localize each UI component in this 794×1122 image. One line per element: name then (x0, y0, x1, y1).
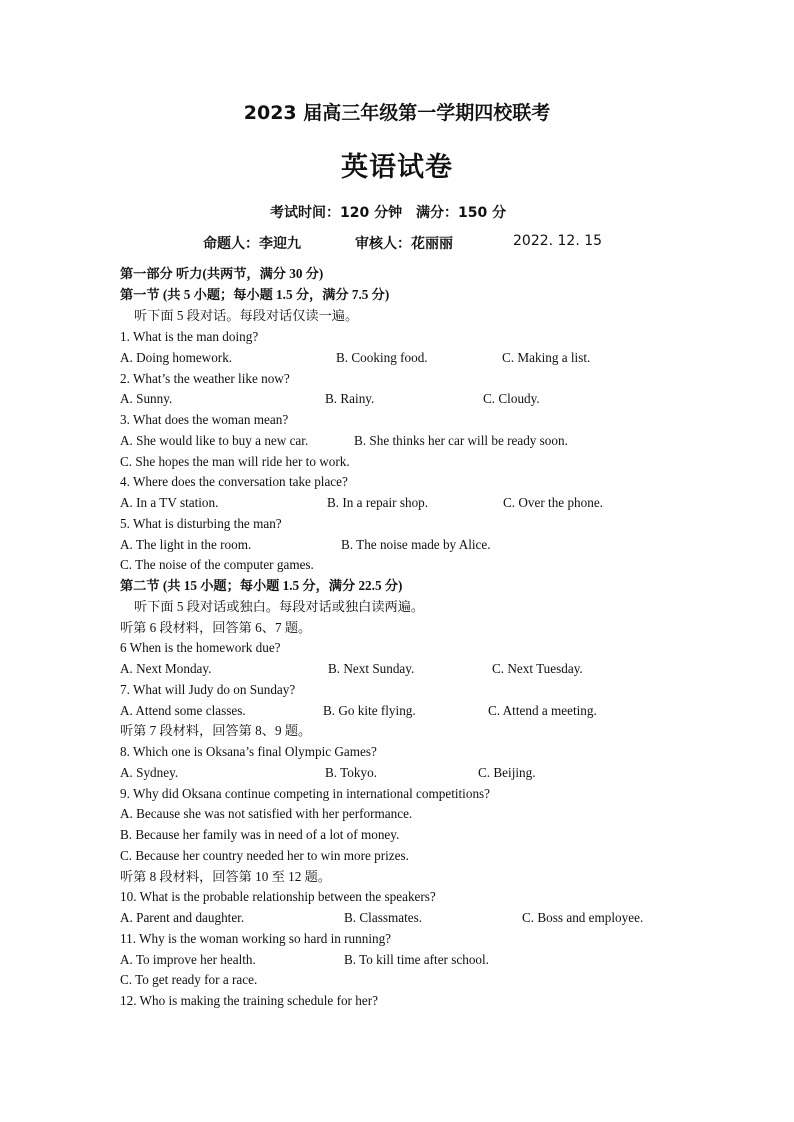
question-text: 10. What is the probable relationship between the speakers? (120, 889, 436, 905)
question-text: 听第 6 段材料，回答第 6、7 题。 (120, 619, 312, 635)
option-c: C. Cloudy. (483, 391, 540, 407)
section1-instruction: 听下面 5 段对话。每段对话仅读一遍。 (134, 308, 359, 323)
question-text: 12. Who is making the training schedule for her? (120, 993, 378, 1008)
option-a: C. She hopes the man will ride her to work. (120, 453, 350, 469)
option-a: A. To improve her health. (120, 951, 256, 967)
option-c: C. Next Tuesday. (492, 661, 583, 676)
option-a: A. Doing homework. (120, 349, 233, 365)
question-text: 8. Which one is Oksana’s final Olympic Games? (120, 744, 377, 759)
exam-title: 2023 届高三年级第一学期四校联考 (243, 102, 551, 124)
option-a: A. Sydney. (120, 764, 179, 780)
option-a: A. Because she was not satisfied with her performance. (120, 806, 413, 822)
option-a: C. Because her country needed her to win more prizes. (120, 847, 409, 863)
option-a: A. The light in the room. (120, 536, 252, 552)
option-c: C. Boss and employee. (522, 910, 644, 925)
question-text: 6 When is the homework due? (120, 640, 281, 656)
question-text: 11. Why is the woman working so hard in running? (120, 930, 392, 946)
question-text: 2. What’s the weather like now? (120, 370, 290, 386)
option-a: A. She would like to buy a new car. (120, 432, 309, 448)
option-c: C. Beijing. (478, 764, 536, 780)
question-text: 听第 7 段材料，回答第 8、9 题。 (120, 723, 312, 739)
option-b: B. In a repair shop. (327, 495, 429, 510)
option-b: B. Rainy. (325, 391, 375, 407)
option-b: B. To kill time after school. (344, 951, 489, 967)
option-b: B. Go kite flying. (323, 702, 416, 718)
section1-title: 第一节 (共 5 小题；每小题 1.5 分，满分 7.5 分) (120, 287, 390, 302)
setter: 命题人：李迎九 (203, 236, 301, 252)
exam-date: 2022. 12. 15 (513, 233, 603, 249)
option-c: C. Over the phone. (503, 495, 603, 510)
section2-title: 第二节 (共 15 小题；每小题 1.5 分，满分 22.5 分) (120, 578, 403, 593)
question-text: 听第 8 段材料，回答第 10 至 12 题。 (120, 868, 331, 884)
option-a: C. The noise of the computer games. (120, 557, 314, 573)
option-a: A. Next Monday. (120, 661, 212, 676)
option-a: A. In a TV station. (120, 495, 219, 510)
option-a: C. To get ready for a race. (120, 972, 258, 988)
option-c: C. Attend a meeting. (488, 702, 597, 718)
option-a: A. Sunny. (120, 391, 173, 407)
option-b: B. She thinks her car will be ready soon. (354, 432, 568, 448)
option-a: A. Attend some classes. (120, 702, 246, 718)
part1-title: 第一部分 听力(共两节，满分 30 分) (120, 266, 324, 281)
question-text: 4. Where does the conversation take place? (120, 474, 348, 490)
question-text: 9. Why did Oksana continue competing in international competitions? (120, 785, 491, 801)
question-text: 7. What will Judy do on Sunday? (120, 681, 296, 697)
question-text: 3. What does the woman mean? (120, 412, 289, 427)
option-b: B. Cooking food. (336, 349, 428, 365)
option-b: B. Next Sunday. (328, 661, 415, 676)
option-a: A. Parent and daughter. (120, 910, 245, 925)
option-a: B. Because her family was in need of a lot of money. (120, 827, 400, 842)
full-score: 满分：150 分 (416, 205, 507, 221)
question-text: 1. What is the man doing? (120, 329, 259, 344)
option-b: B. Tokyo. (325, 764, 377, 780)
option-b: B. Classmates. (344, 910, 423, 925)
option-c: C. Making a list. (502, 349, 591, 365)
reviewer: 审核人：花丽丽 (355, 236, 453, 252)
question-text: 5. What is disturbing the man? (120, 515, 282, 531)
exam-time: 考试时间：120 分钟 (270, 205, 403, 221)
subject-title: 英语试卷 (341, 152, 453, 183)
section2-instruction: 听下面 5 段对话或独白。每段对话或独白读两遍。 (134, 598, 425, 614)
option-b: B. The noise made by Alice. (341, 536, 491, 552)
